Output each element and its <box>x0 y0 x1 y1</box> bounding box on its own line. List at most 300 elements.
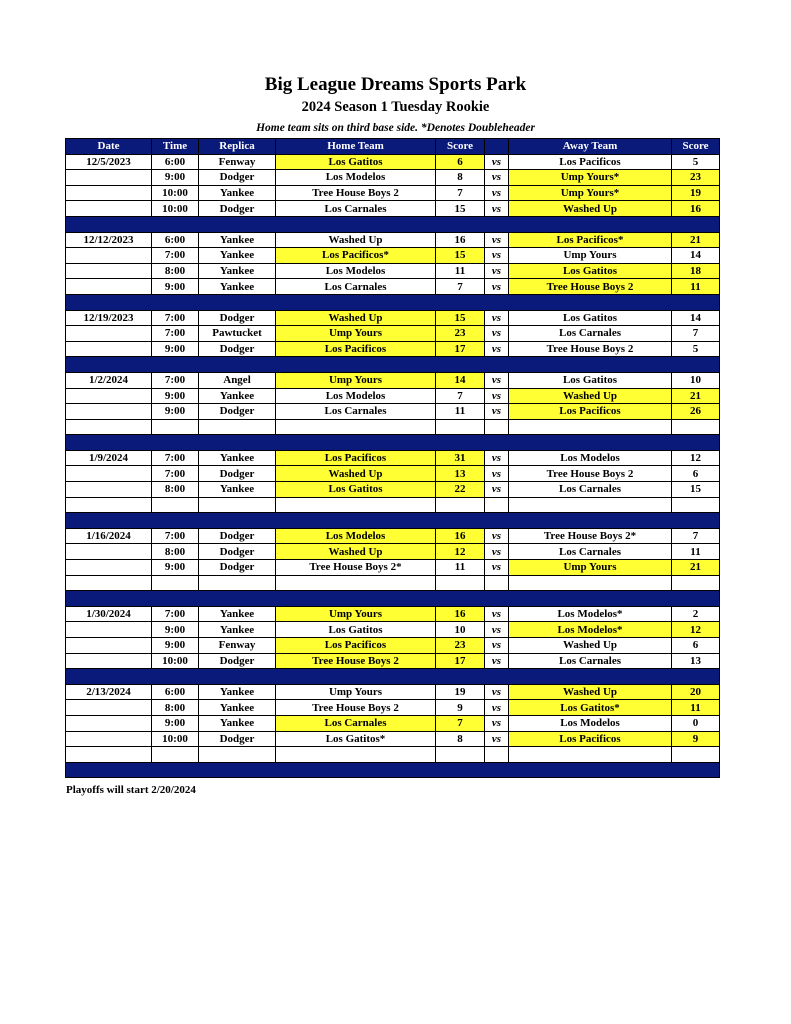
game-date <box>66 201 152 217</box>
game-time: 10:00 <box>152 201 199 217</box>
column-header-away-team: Away Team <box>509 139 672 155</box>
away-score: 9 <box>672 731 720 747</box>
vs-label: vs <box>485 248 509 264</box>
home-score: 11 <box>436 263 485 279</box>
home-team: Ump Yours <box>276 326 436 342</box>
game-date <box>66 560 152 576</box>
vs-label: vs <box>485 201 509 217</box>
home-score: 6 <box>436 154 485 170</box>
vs-label: vs <box>485 388 509 404</box>
game-replica: Dodger <box>199 404 276 420</box>
vs-label: vs <box>485 638 509 654</box>
game-row <box>66 715 720 731</box>
week-separator-row <box>66 216 720 232</box>
blank-cell <box>509 497 672 513</box>
blank-cell <box>152 497 199 513</box>
home-team: Los Pacificos <box>276 638 436 654</box>
away-team: Los Modelos* <box>509 622 672 638</box>
game-time: 8:00 <box>152 544 199 560</box>
game-replica: Fenway <box>199 154 276 170</box>
away-score: 26 <box>672 404 720 420</box>
vs-label: vs <box>485 544 509 560</box>
away-score: 5 <box>672 341 720 357</box>
game-replica: Yankee <box>199 450 276 466</box>
game-replica: Yankee <box>199 700 276 716</box>
home-score: 16 <box>436 606 485 622</box>
blank-cell <box>485 575 509 591</box>
blank-cell <box>199 419 276 435</box>
away-team: Los Gatitos <box>509 310 672 326</box>
game-time: 6:00 <box>152 232 199 248</box>
vs-label: vs <box>485 232 509 248</box>
week-separator <box>66 669 720 685</box>
game-row <box>66 482 720 498</box>
game-row <box>66 622 720 638</box>
game-row <box>66 466 720 482</box>
vs-label: vs <box>485 154 509 170</box>
away-team: Los Pacificos* <box>509 232 672 248</box>
vs-label: vs <box>485 263 509 279</box>
away-team: Los Gatitos <box>509 263 672 279</box>
away-team: Los Pacificos <box>509 404 672 420</box>
home-team: Tree House Boys 2 <box>276 700 436 716</box>
away-score: 18 <box>672 263 720 279</box>
game-time: 7:00 <box>152 450 199 466</box>
game-date: 12/12/2023 <box>66 232 152 248</box>
game-row <box>66 154 720 170</box>
home-team: Los Modelos <box>276 263 436 279</box>
column-header-date: Date <box>66 139 152 155</box>
blank-cell <box>485 497 509 513</box>
blank-cell <box>152 575 199 591</box>
game-date <box>66 185 152 201</box>
vs-label: vs <box>485 700 509 716</box>
week-separator <box>66 216 720 232</box>
home-score: 15 <box>436 310 485 326</box>
home-team: Los Pacificos <box>276 341 436 357</box>
game-replica: Dodger <box>199 560 276 576</box>
week-separator <box>66 294 720 310</box>
game-date <box>66 326 152 342</box>
column-header-replica: Replica <box>199 139 276 155</box>
blank-cell <box>66 497 152 513</box>
vs-label: vs <box>485 560 509 576</box>
game-date <box>66 638 152 654</box>
vs-label: vs <box>485 450 509 466</box>
home-score: 11 <box>436 560 485 576</box>
game-date <box>66 388 152 404</box>
schedule-body <box>66 154 720 778</box>
home-team: Washed Up <box>276 310 436 326</box>
vs-label: vs <box>485 653 509 669</box>
vs-label: vs <box>485 731 509 747</box>
home-team: Los Gatitos <box>276 482 436 498</box>
game-date: 1/30/2024 <box>66 606 152 622</box>
home-score: 19 <box>436 684 485 700</box>
game-time: 9:00 <box>152 279 199 295</box>
game-replica: Yankee <box>199 622 276 638</box>
vs-label: vs <box>485 404 509 420</box>
home-score: 12 <box>436 544 485 560</box>
away-team: Los Pacificos <box>509 154 672 170</box>
home-score: 10 <box>436 622 485 638</box>
away-score: 11 <box>672 700 720 716</box>
away-team: Los Carnales <box>509 544 672 560</box>
blank-cell <box>436 497 485 513</box>
home-score: 23 <box>436 326 485 342</box>
home-score: 17 <box>436 341 485 357</box>
away-score: 19 <box>672 185 720 201</box>
away-team: Los Modelos* <box>509 606 672 622</box>
game-time: 10:00 <box>152 185 199 201</box>
game-replica: Yankee <box>199 279 276 295</box>
away-score: 7 <box>672 326 720 342</box>
game-date <box>66 700 152 716</box>
away-score: 15 <box>672 482 720 498</box>
schedule-header-row <box>66 139 720 155</box>
home-team: Ump Yours <box>276 606 436 622</box>
game-replica: Dodger <box>199 201 276 217</box>
home-team: Los Modelos <box>276 528 436 544</box>
column-header-time: Time <box>152 139 199 155</box>
blank-cell <box>276 747 436 763</box>
home-team: Los Pacificos <box>276 450 436 466</box>
away-score: 14 <box>672 248 720 264</box>
away-team: Washed Up <box>509 201 672 217</box>
game-replica: Yankee <box>199 185 276 201</box>
home-score: 7 <box>436 185 485 201</box>
game-time: 9:00 <box>152 388 199 404</box>
game-time: 9:00 <box>152 638 199 654</box>
game-date <box>66 482 152 498</box>
home-score: 16 <box>436 528 485 544</box>
home-score: 8 <box>436 731 485 747</box>
away-score: 21 <box>672 232 720 248</box>
blank-cell <box>436 747 485 763</box>
game-time: 10:00 <box>152 653 199 669</box>
game-replica: Dodger <box>199 341 276 357</box>
vs-label: vs <box>485 528 509 544</box>
game-time: 7:00 <box>152 248 199 264</box>
page-subtitle: 2024 Season 1 Tuesday Rookie <box>301 99 490 115</box>
blank-cell <box>276 497 436 513</box>
game-replica: Yankee <box>199 482 276 498</box>
home-team: Los Modelos <box>276 170 436 186</box>
vs-label: vs <box>485 466 509 482</box>
home-score: 23 <box>436 638 485 654</box>
blank-cell <box>66 419 152 435</box>
game-row <box>66 185 720 201</box>
game-date <box>66 466 152 482</box>
game-date <box>66 715 152 731</box>
game-replica: Dodger <box>199 310 276 326</box>
away-score: 11 <box>672 279 720 295</box>
schedule-table <box>65 138 720 778</box>
game-row <box>66 731 720 747</box>
vs-label: vs <box>485 341 509 357</box>
home-score: 7 <box>436 388 485 404</box>
game-date: 12/5/2023 <box>66 154 152 170</box>
page-note: Home team sits on third base side. *Denotes Doubleheader <box>256 122 535 134</box>
home-team: Tree House Boys 2 <box>276 185 436 201</box>
blank-cell <box>199 747 276 763</box>
game-row <box>66 263 720 279</box>
away-team: Washed Up <box>509 388 672 404</box>
blank-row <box>66 497 720 513</box>
away-score: 6 <box>672 638 720 654</box>
home-team: Ump Yours <box>276 684 436 700</box>
game-replica: Dodger <box>199 528 276 544</box>
home-score: 15 <box>436 248 485 264</box>
vs-label: vs <box>485 326 509 342</box>
vs-label: vs <box>485 170 509 186</box>
game-row <box>66 544 720 560</box>
blank-cell <box>436 419 485 435</box>
game-row <box>66 388 720 404</box>
game-row <box>66 232 720 248</box>
game-time: 7:00 <box>152 528 199 544</box>
game-replica: Yankee <box>199 388 276 404</box>
home-score: 7 <box>436 715 485 731</box>
week-separator-row <box>66 513 720 529</box>
blank-cell <box>485 419 509 435</box>
away-team: Ump Yours* <box>509 170 672 186</box>
vs-label: vs <box>485 684 509 700</box>
game-date: 1/2/2024 <box>66 372 152 388</box>
home-score: 17 <box>436 653 485 669</box>
away-team: Los Gatitos* <box>509 700 672 716</box>
game-row <box>66 201 720 217</box>
week-separator-row <box>66 294 720 310</box>
game-date: 1/9/2024 <box>66 450 152 466</box>
away-team: Los Gatitos <box>509 372 672 388</box>
game-row <box>66 170 720 186</box>
game-row <box>66 606 720 622</box>
game-time: 7:00 <box>152 310 199 326</box>
game-replica: Dodger <box>199 466 276 482</box>
away-score: 12 <box>672 622 720 638</box>
game-time: 8:00 <box>152 482 199 498</box>
home-team: Los Gatitos <box>276 622 436 638</box>
game-time: 7:00 <box>152 326 199 342</box>
game-row <box>66 700 720 716</box>
column-header-vs <box>485 139 509 155</box>
game-date: 12/19/2023 <box>66 310 152 326</box>
game-time: 9:00 <box>152 622 199 638</box>
away-score: 16 <box>672 201 720 217</box>
away-score: 20 <box>672 684 720 700</box>
home-score: 16 <box>436 232 485 248</box>
away-score: 11 <box>672 544 720 560</box>
away-team: Los Pacificos <box>509 731 672 747</box>
game-time: 8:00 <box>152 700 199 716</box>
game-time: 7:00 <box>152 606 199 622</box>
home-team: Los Gatitos <box>276 154 436 170</box>
game-row <box>66 279 720 295</box>
week-separator <box>66 357 720 373</box>
away-team: Los Carnales <box>509 482 672 498</box>
game-time: 9:00 <box>152 560 199 576</box>
game-date <box>66 170 152 186</box>
week-separator <box>66 435 720 451</box>
game-replica: Yankee <box>199 606 276 622</box>
blank-row <box>66 747 720 763</box>
game-replica: Yankee <box>199 715 276 731</box>
away-score: 7 <box>672 528 720 544</box>
blank-cell <box>152 419 199 435</box>
blank-cell <box>276 419 436 435</box>
game-time: 9:00 <box>152 404 199 420</box>
game-date <box>66 731 152 747</box>
home-score: 31 <box>436 450 485 466</box>
home-score: 22 <box>436 482 485 498</box>
home-team: Washed Up <box>276 544 436 560</box>
column-header-home-score: Score <box>436 139 485 155</box>
week-separator-row <box>66 762 720 778</box>
away-team: Washed Up <box>509 684 672 700</box>
game-row <box>66 310 720 326</box>
blank-cell <box>66 747 152 763</box>
game-row <box>66 560 720 576</box>
game-time: 10:00 <box>152 731 199 747</box>
column-header-home-team: Home Team <box>276 139 436 155</box>
vs-label: vs <box>485 482 509 498</box>
away-team: Ump Yours <box>509 248 672 264</box>
blank-cell <box>672 497 720 513</box>
blank-row <box>66 575 720 591</box>
game-time: 9:00 <box>152 341 199 357</box>
game-replica: Dodger <box>199 731 276 747</box>
away-score: 0 <box>672 715 720 731</box>
game-row <box>66 404 720 420</box>
game-date <box>66 622 152 638</box>
away-score: 12 <box>672 450 720 466</box>
game-time: 7:00 <box>152 466 199 482</box>
game-time: 7:00 <box>152 372 199 388</box>
game-row <box>66 372 720 388</box>
home-team: Los Modelos <box>276 388 436 404</box>
game-replica: Dodger <box>199 544 276 560</box>
game-replica: Pawtucket <box>199 326 276 342</box>
away-team: Los Carnales <box>509 653 672 669</box>
blank-cell <box>199 497 276 513</box>
game-replica: Yankee <box>199 684 276 700</box>
blank-cell <box>436 575 485 591</box>
home-score: 14 <box>436 372 485 388</box>
game-time: 6:00 <box>152 154 199 170</box>
away-team: Washed Up <box>509 638 672 654</box>
game-replica: Yankee <box>199 232 276 248</box>
away-team: Los Carnales <box>509 326 672 342</box>
home-team: Tree House Boys 2* <box>276 560 436 576</box>
game-row <box>66 341 720 357</box>
vs-label: vs <box>485 606 509 622</box>
column-header-away-score: Score <box>672 139 720 155</box>
away-score: 23 <box>672 170 720 186</box>
game-time: 6:00 <box>152 684 199 700</box>
week-separator <box>66 513 720 529</box>
blank-cell <box>199 575 276 591</box>
blank-cell <box>66 575 152 591</box>
game-date: 2/13/2024 <box>66 684 152 700</box>
game-row <box>66 326 720 342</box>
page-title: Big League Dreams Sports Park <box>264 74 527 95</box>
game-time: 9:00 <box>152 715 199 731</box>
home-team: Los Carnales <box>276 201 436 217</box>
away-score: 2 <box>672 606 720 622</box>
home-team: Washed Up <box>276 232 436 248</box>
away-team: Los Modelos <box>509 715 672 731</box>
home-team: Los Carnales <box>276 279 436 295</box>
week-separator <box>66 762 720 778</box>
home-score: 15 <box>436 201 485 217</box>
home-team: Los Pacificos* <box>276 248 436 264</box>
game-date <box>66 248 152 264</box>
week-separator <box>66 591 720 607</box>
home-score: 9 <box>436 700 485 716</box>
away-score: 21 <box>672 388 720 404</box>
away-team: Ump Yours <box>509 560 672 576</box>
home-score: 11 <box>436 404 485 420</box>
away-score: 14 <box>672 310 720 326</box>
game-replica: Yankee <box>199 263 276 279</box>
game-time: 9:00 <box>152 170 199 186</box>
away-score: 13 <box>672 653 720 669</box>
away-score: 10 <box>672 372 720 388</box>
week-separator-row <box>66 357 720 373</box>
vs-label: vs <box>485 185 509 201</box>
blank-cell <box>509 419 672 435</box>
game-row <box>66 653 720 669</box>
game-row <box>66 684 720 700</box>
blank-cell <box>672 747 720 763</box>
home-team: Washed Up <box>276 466 436 482</box>
game-replica: Dodger <box>199 653 276 669</box>
away-score: 6 <box>672 466 720 482</box>
vs-label: vs <box>485 279 509 295</box>
vs-label: vs <box>485 622 509 638</box>
away-team: Tree House Boys 2 <box>509 341 672 357</box>
game-date <box>66 341 152 357</box>
away-score: 21 <box>672 560 720 576</box>
week-separator-row <box>66 591 720 607</box>
game-row <box>66 450 720 466</box>
away-team: Tree House Boys 2 <box>509 279 672 295</box>
game-date <box>66 404 152 420</box>
blank-cell <box>509 747 672 763</box>
home-team: Los Gatitos* <box>276 731 436 747</box>
game-replica: Angel <box>199 372 276 388</box>
game-replica: Dodger <box>199 170 276 186</box>
game-date <box>66 653 152 669</box>
away-score: 5 <box>672 154 720 170</box>
blank-cell <box>509 575 672 591</box>
game-time: 8:00 <box>152 263 199 279</box>
blank-cell <box>485 747 509 763</box>
home-score: 8 <box>436 170 485 186</box>
away-team: Tree House Boys 2 <box>509 466 672 482</box>
home-score: 13 <box>436 466 485 482</box>
vs-label: vs <box>485 715 509 731</box>
game-date <box>66 279 152 295</box>
week-separator-row <box>66 435 720 451</box>
home-team: Ump Yours <box>276 372 436 388</box>
game-row <box>66 248 720 264</box>
game-date <box>66 263 152 279</box>
game-replica: Yankee <box>199 248 276 264</box>
home-team: Los Carnales <box>276 404 436 420</box>
home-team: Tree House Boys 2 <box>276 653 436 669</box>
